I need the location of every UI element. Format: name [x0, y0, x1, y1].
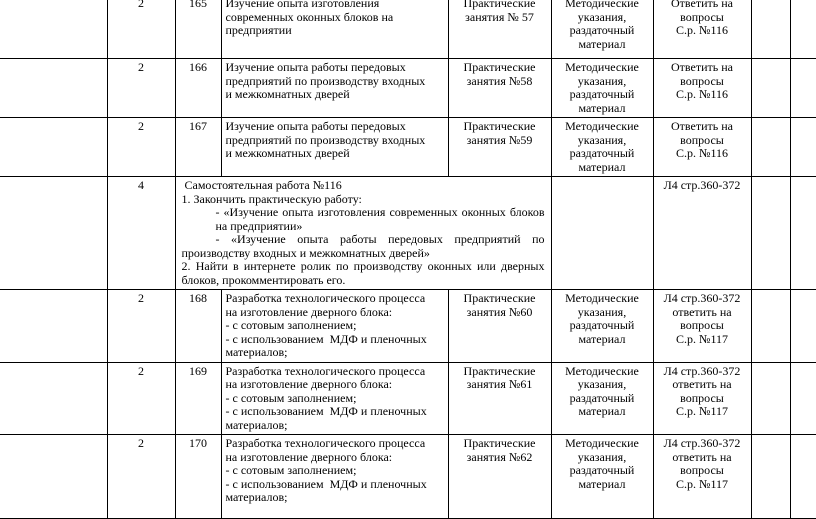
- homework-line: вопросы: [680, 73, 724, 88]
- materials-line: материал: [578, 36, 626, 51]
- topic-line: - с использованием МДФ и пленочных: [225, 476, 427, 491]
- type-cell: [448, 435, 551, 519]
- type-line: Практические: [463, 363, 536, 378]
- empty-cell: [790, 435, 816, 519]
- topic-line: и межкомнатных дверей: [225, 87, 350, 101]
- empty-cell: [790, 290, 816, 363]
- topic-cell: [221, 435, 448, 519]
- empty-cell: [751, 362, 790, 435]
- type-line: Практические: [463, 0, 536, 10]
- empty-cell: [790, 362, 816, 435]
- number-cell: 169: [175, 362, 221, 435]
- materials-cell: [551, 435, 653, 519]
- homework-line: ответить на: [672, 449, 732, 464]
- table-row: [0, 0, 816, 59]
- topic-line: - с сотовым заполнением;: [225, 463, 357, 477]
- materials-line: указания,: [577, 304, 627, 319]
- topic-cell: [221, 118, 448, 177]
- left-margin-cell: [0, 435, 107, 519]
- empty-cell: [790, 59, 816, 118]
- homework-line: С.р. №117: [675, 331, 728, 346]
- empty-cell: [790, 177, 816, 290]
- materials-line: раздаточный: [569, 87, 635, 101]
- task-item-text: - «Изучение опыта работы передовых предприятий по производству входных и межкомнатных дверей»: [181, 232, 545, 260]
- topic-line: Разработка технологического процесса: [225, 291, 426, 305]
- task-intro: 1. Закончить практическую работу:: [181, 191, 362, 206]
- homework-line: вопросы: [680, 318, 724, 332]
- materials-line: раздаточный: [569, 23, 635, 37]
- homework-line: ответить на: [672, 304, 732, 319]
- topic-line: на изготовление дверного блока:: [225, 449, 393, 464]
- number-cell: 167: [175, 118, 221, 177]
- topic-line: материалов;: [225, 417, 288, 432]
- empty-cell: [751, 59, 790, 118]
- materials-cell: [551, 362, 653, 435]
- task-item: - «Изучение опыта изготовления современных оконных блоков на предприятии»: [215, 205, 545, 233]
- materials-cell: [551, 0, 653, 59]
- topic-line: Изучение опыта работы передовых: [225, 119, 406, 133]
- left-margin-cell: [0, 118, 107, 177]
- topic-line: - с сотовым заполнением;: [225, 390, 357, 405]
- topic-line: материалов;: [225, 490, 288, 504]
- topic-line: Изучение опыта изготовления: [225, 0, 380, 10]
- homework-cell: [653, 435, 751, 519]
- left-margin-cell: [0, 362, 107, 435]
- topic-cell: [221, 59, 448, 118]
- homework-line: Л4 стр.360-372: [663, 363, 741, 378]
- homework-cell: [653, 362, 751, 435]
- reference-cell: Л4 стр.360-372: [653, 177, 751, 290]
- materials-line: Методические: [565, 363, 639, 378]
- empty-cell: [751, 0, 790, 59]
- materials-line: указания,: [577, 73, 627, 88]
- type-cell: [448, 362, 551, 435]
- homework-line: Ответить на: [671, 60, 733, 74]
- section-cell: 2: [107, 435, 175, 519]
- materials-line: материал: [578, 100, 626, 115]
- type-cell: [448, 290, 551, 363]
- materials-cell: [551, 118, 653, 177]
- homework-line: вопросы: [680, 390, 724, 405]
- empty-cell: [751, 290, 790, 363]
- type-line: занятия № 57: [465, 9, 534, 24]
- left-margin-cell: [0, 0, 107, 59]
- homework-line: Л4 стр.360-372: [663, 436, 741, 450]
- materials-line: материал: [578, 159, 626, 174]
- task-two: 2. Найти в интернете ролик по производству оконных или дверных блоков, прокомментировать его.: [181, 259, 545, 287]
- type-line: занятия №61: [466, 377, 533, 391]
- topic-cell: [221, 0, 448, 59]
- type-line: Практические: [463, 119, 536, 133]
- materials-cell: [551, 59, 653, 118]
- homework-line: Ответить на: [671, 119, 733, 133]
- section-cell: 2: [107, 0, 175, 59]
- materials-line: раздаточный: [569, 318, 635, 332]
- topic-line: и межкомнатных дверей: [225, 146, 350, 160]
- empty-cell: [790, 0, 816, 59]
- materials-line: указания,: [577, 9, 627, 24]
- homework-line: С.р. №116: [675, 23, 728, 37]
- left-margin-cell: [0, 59, 107, 118]
- type-line: занятия №59: [466, 132, 533, 147]
- homework-line: С.р. №116: [675, 146, 728, 160]
- empty-cell: [790, 118, 816, 177]
- homework-line: вопросы: [680, 132, 724, 147]
- homework-cell: [653, 290, 751, 363]
- materials-line: указания,: [577, 377, 627, 391]
- section-cell: 4: [107, 177, 175, 290]
- table-row: [0, 362, 816, 435]
- topic-line: предприятии: [225, 23, 292, 37]
- homework-line: Л4 стр.360-372: [663, 291, 741, 305]
- materials-line: материал: [578, 331, 626, 346]
- homework-line: С.р. №117: [675, 476, 728, 491]
- topic-cell: [221, 290, 448, 363]
- type-line: занятия №60: [466, 304, 533, 319]
- independent-work-title: Самостоятельная работа №116: [181, 178, 342, 192]
- materials-line: материал: [578, 404, 626, 418]
- topic-line: материалов;: [225, 345, 288, 359]
- materials-line: раздаточный: [569, 146, 635, 160]
- section-cell: 2: [107, 290, 175, 363]
- section-cell: 2: [107, 362, 175, 435]
- number-cell: 165: [175, 0, 221, 59]
- left-margin-cell: [0, 177, 107, 290]
- type-cell: [448, 59, 551, 118]
- topic-line: на изготовление дверного блока:: [225, 377, 393, 391]
- number-cell: 168: [175, 290, 221, 363]
- materials-line: указания,: [577, 132, 627, 147]
- empty-cell: [751, 177, 790, 290]
- type-line: занятия №62: [466, 449, 533, 464]
- table-row: [0, 435, 816, 519]
- task-item: [182, 233, 545, 260]
- topic-line: Разработка технологического процесса: [225, 363, 426, 378]
- empty-cell: [551, 177, 653, 290]
- homework-line: С.р. №117: [675, 404, 728, 418]
- type-line: занятия №58: [466, 73, 533, 88]
- materials-line: Методические: [565, 60, 639, 74]
- number-cell: 170: [175, 435, 221, 519]
- number-cell: 166: [175, 59, 221, 118]
- topic-line: - с сотовым заполнением;: [225, 318, 357, 332]
- homework-cell: [653, 59, 751, 118]
- materials-cell: [551, 290, 653, 363]
- table-row: [0, 290, 816, 363]
- type-cell: [448, 0, 551, 59]
- materials-line: раздаточный: [569, 390, 635, 405]
- materials-line: раздаточный: [569, 463, 635, 477]
- homework-cell: [653, 0, 751, 59]
- independent-work-cell: [175, 177, 551, 290]
- topic-line: предприятий по производству входных: [225, 73, 426, 88]
- topic-line: Изучение опыта работы передовых: [225, 60, 406, 74]
- materials-line: Методические: [565, 0, 639, 10]
- materials-line: Методические: [565, 119, 639, 133]
- type-cell: [448, 118, 551, 177]
- table-row: [0, 118, 816, 177]
- homework-line: ответить на: [672, 377, 732, 391]
- type-line: Практические: [463, 291, 536, 305]
- materials-line: Методические: [565, 436, 639, 450]
- topic-line: - с использованием МДФ и пленочных: [225, 404, 427, 418]
- empty-cell: [751, 435, 790, 519]
- section-cell: 2: [107, 59, 175, 118]
- empty-cell: [751, 118, 790, 177]
- type-line: Практические: [463, 60, 536, 74]
- table-row-independent-work: [0, 177, 816, 290]
- topic-line: предприятий по производству входных: [225, 132, 426, 147]
- topic-line: Разработка технологического процесса: [225, 436, 426, 450]
- topic-line: - с использованием МДФ и пленочных: [225, 331, 427, 346]
- homework-cell: [653, 118, 751, 177]
- materials-line: указания,: [577, 449, 627, 464]
- homework-line: С.р. №116: [675, 87, 728, 101]
- table-row: [0, 59, 816, 118]
- topic-line: на изготовление дверного блока:: [225, 304, 393, 319]
- topic-cell: [221, 362, 448, 435]
- left-margin-cell: [0, 290, 107, 363]
- type-line: Практические: [463, 436, 536, 450]
- topic-line: современных оконных блоков на: [225, 9, 394, 24]
- homework-line: вопросы: [680, 463, 724, 477]
- materials-line: Методические: [565, 291, 639, 305]
- section-cell: 2: [107, 118, 175, 177]
- homework-line: Ответить на: [671, 0, 733, 10]
- materials-line: материал: [578, 476, 626, 491]
- homework-line: вопросы: [680, 9, 724, 24]
